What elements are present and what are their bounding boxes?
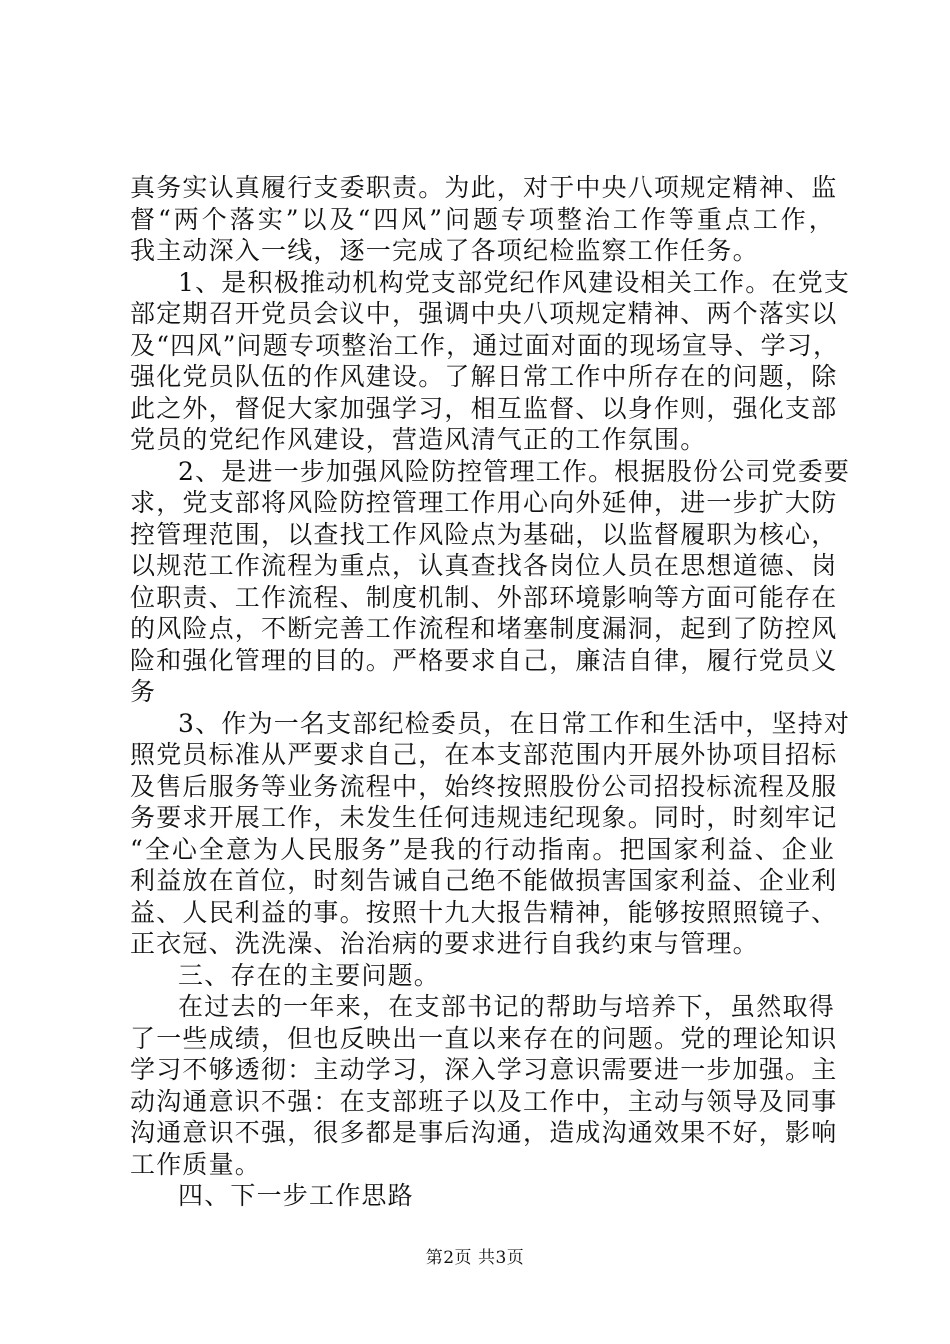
text-line: 利益放在首位，时刻告诫自己绝不能做损害国家利益、企业利 <box>130 866 838 895</box>
text-line: 及“四风”问题专项整治工作，通过面对面的现场宣导、学习， <box>130 330 840 360</box>
text-line: 求，党支部将风险防控管理工作用心向外延伸，进一步扩大防 <box>130 488 838 517</box>
text-line: 在过去的一年来，在支部书记的帮助与培养下，虽然取得 <box>178 992 835 1021</box>
document-body <box>130 172 851 1212</box>
text-line: “全心全意为人民服务”是我的行动指南。把国家利益、企业 <box>130 834 835 864</box>
text-line: 及售后服务等业务流程中，始终按照股份公司招投标流程及服 <box>130 771 838 801</box>
text-line: 督“两个落实”以及“四风”问题专项整治工作等重点工作， <box>130 204 835 234</box>
text-line: 沟通意识不强，很多都是事后沟通，造成沟通效果不好，影响 <box>130 1118 838 1147</box>
text-line: 位职责、工作流程、制度机制、外部环境影响等方面可能存在 <box>130 582 838 612</box>
text-line: 险和强化管理的目的。严格要求自己，廉洁自律，履行党员义 <box>130 645 838 675</box>
text-line: 我主动深入一线，逐一完成了各项纪检监察工作任务。 <box>130 236 759 265</box>
text-line: 的风险点，不断完善工作流程和堵塞制度漏洞，起到了防控风 <box>130 614 838 643</box>
page-footer: 第2页 共3页 <box>425 1248 525 1268</box>
text-line: 真务实认真履行支委职责。为此，对于中央八项规定精神、监 <box>130 173 838 202</box>
text-line: 3、作为一名支部纪检委员，在日常工作和生活中，坚持对 <box>178 708 851 738</box>
text-line: 2、是进一步加强风险防控管理工作。根据股份公司党委要 <box>178 456 851 486</box>
text-line: 益、人民利益的事。按照十九大报告精神，能够按照照镜子、 <box>130 897 838 927</box>
text-line: 照党员标准从严要求自己，在本支部范围内开展外协项目招标 <box>130 740 838 769</box>
text-line: 以规范工作流程为重点，认真查找各岗位人员在思想道德、岗 <box>130 551 838 580</box>
text-line: 学习不够透彻：主动学习，深入学习意识需要进一步加强。主 <box>130 1055 838 1084</box>
text-line: 了一些成绩，但也反映出一直以来存在的问题。党的理论知识 <box>130 1023 838 1053</box>
text-line: 党员的党纪作风建设，营造风清气正的工作氛围。 <box>130 425 707 454</box>
text-line: 工作质量。 <box>130 1149 262 1179</box>
text-line: 务要求开展工作，未发生任何违规违纪现象。同时，时刻牢记 <box>130 803 838 832</box>
text-line: 1、是积极推动机构党支部党纪作风建设相关工作。在党支 <box>178 267 851 297</box>
text-line: 正衣冠、洗洗澡、治治病的要求进行自我约束与管理。 <box>130 929 759 958</box>
text-line: 动沟通意识不强：在支部班子以及工作中，主动与领导及同事 <box>130 1086 838 1116</box>
text-line: 务 <box>130 677 157 706</box>
text-line: 强化党员队伍的作风建设。了解日常工作中所存在的问题，除 <box>130 362 838 391</box>
text-line: 部定期召开党员会议中，强调中央八项规定精神、两个落实以 <box>130 299 838 328</box>
text-line: 三、存在的主要问题。 <box>178 960 441 990</box>
text-line: 此之外，督促大家加强学习，相互监督、以身作则，强化支部 <box>130 393 838 423</box>
text-line: 四、下一步工作思路 <box>178 1181 414 1210</box>
text-line: 控管理范围，以查找工作风险点为基础，以监督履职为核心， <box>130 519 838 549</box>
